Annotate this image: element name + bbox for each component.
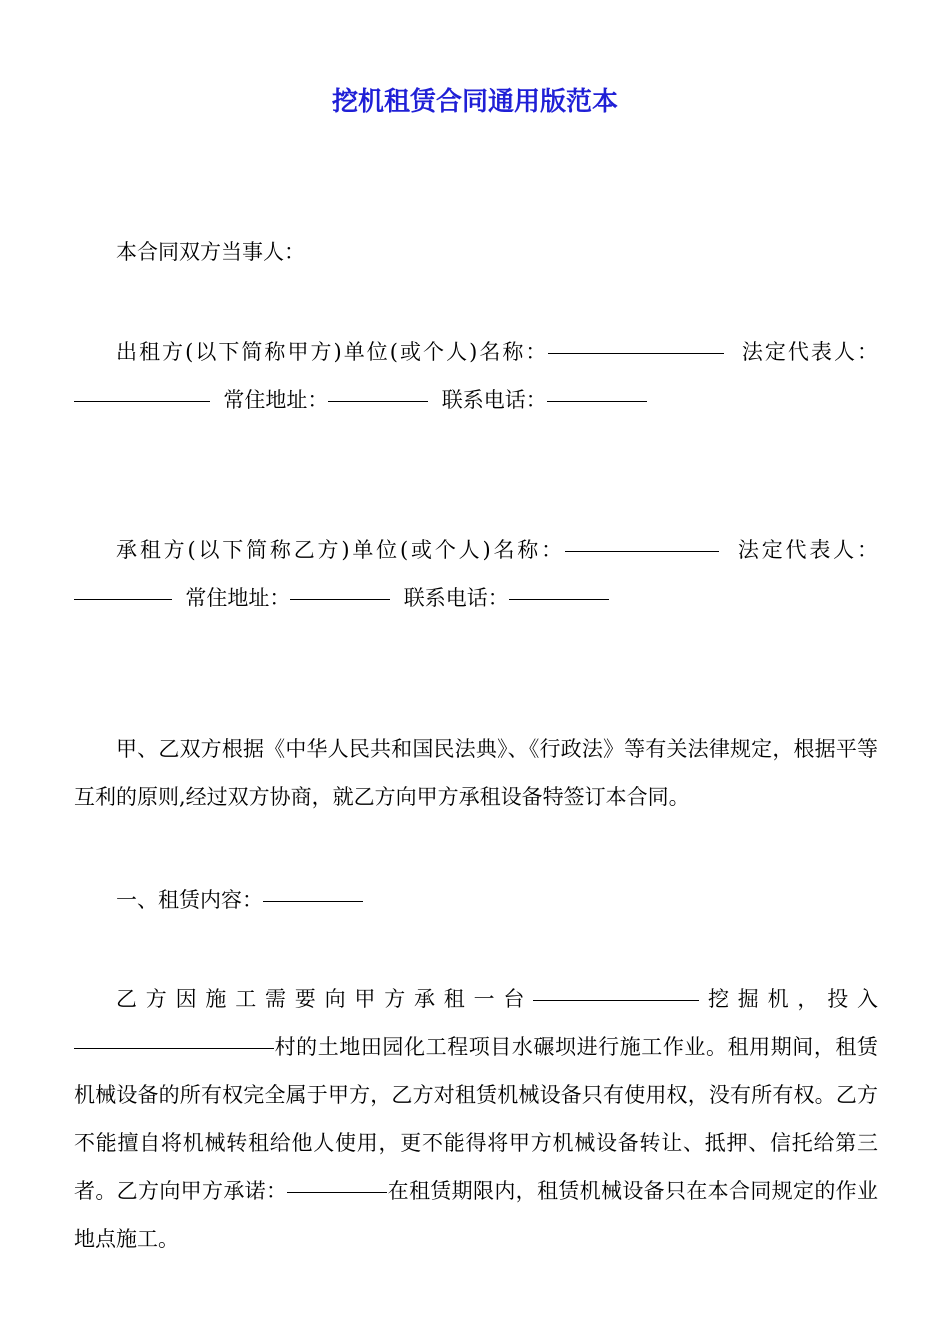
lessee-rep-label: 法定代表人：	[737, 538, 878, 562]
lessor-name-label: 出租方(以下简称甲方)单位(或个人)名称：	[116, 340, 549, 364]
basis-paragraph: 甲、乙双方根据《中华人民共和国民法典》、《行政法》等有关法律规定，根据平等互利的原则,经过双方协商，就乙方向甲方承租设备特签订本合同。	[74, 737, 878, 809]
lessor-rep-label: 法定代表人：	[741, 340, 878, 364]
section1-heading-label: 一、租赁内容：	[116, 888, 263, 912]
promise-blank	[287, 1191, 387, 1193]
lessee-phone-label: 联系电话：	[403, 586, 509, 610]
section1-part2: 挖掘机，投入	[699, 987, 879, 1011]
lessor-name-blank	[548, 352, 724, 354]
lessee-phone-blank	[509, 598, 609, 600]
document-title: 挖机租赁合同通用版范本	[331, 87, 618, 117]
section1-heading-blank	[263, 900, 363, 902]
lessor-rep-blank	[74, 400, 210, 402]
lessor-phone-label: 联系电话：	[441, 388, 547, 412]
lessor-addr-label: 常住地址：	[223, 388, 329, 412]
excavator-model-blank	[533, 999, 699, 1001]
lessor-addr-blank	[328, 400, 428, 402]
section1-body	[74, 975, 878, 1263]
section1-heading	[74, 876, 878, 924]
parties-heading: 本合同双方当事人：	[116, 240, 305, 264]
lessee-rep-blank	[74, 598, 172, 600]
village-blank	[74, 1047, 274, 1049]
section1-part1: 乙方因施工需要向甲方承租一台	[116, 987, 534, 1011]
lessee-name-blank	[565, 550, 719, 552]
section1-part3: 村的土地田园化工程项目水碾坝进行施工作业。租用期间，租赁机械设备的所有权完全属于甲方，乙方对租赁机械设备只有使用权，没有所有权。乙方不能擅自将机械转租给他人使用，更不能得将甲方机械设备转让、抵押、信托给第三者。乙方向甲方承诺：	[74, 1035, 878, 1203]
lessor-phone-blank	[547, 400, 647, 402]
section1-part4: 在租赁期限内，租赁机械设备只在本合同规定的作业地点施工。	[74, 1179, 879, 1251]
lessee-addr-label: 常住地址：	[185, 586, 291, 610]
lessee-addr-blank	[290, 598, 390, 600]
lessee-info	[74, 526, 878, 622]
lessor-info	[74, 328, 878, 424]
lessee-name-label: 承租方(以下简称乙方)单位(或个人)名称：	[116, 538, 565, 562]
